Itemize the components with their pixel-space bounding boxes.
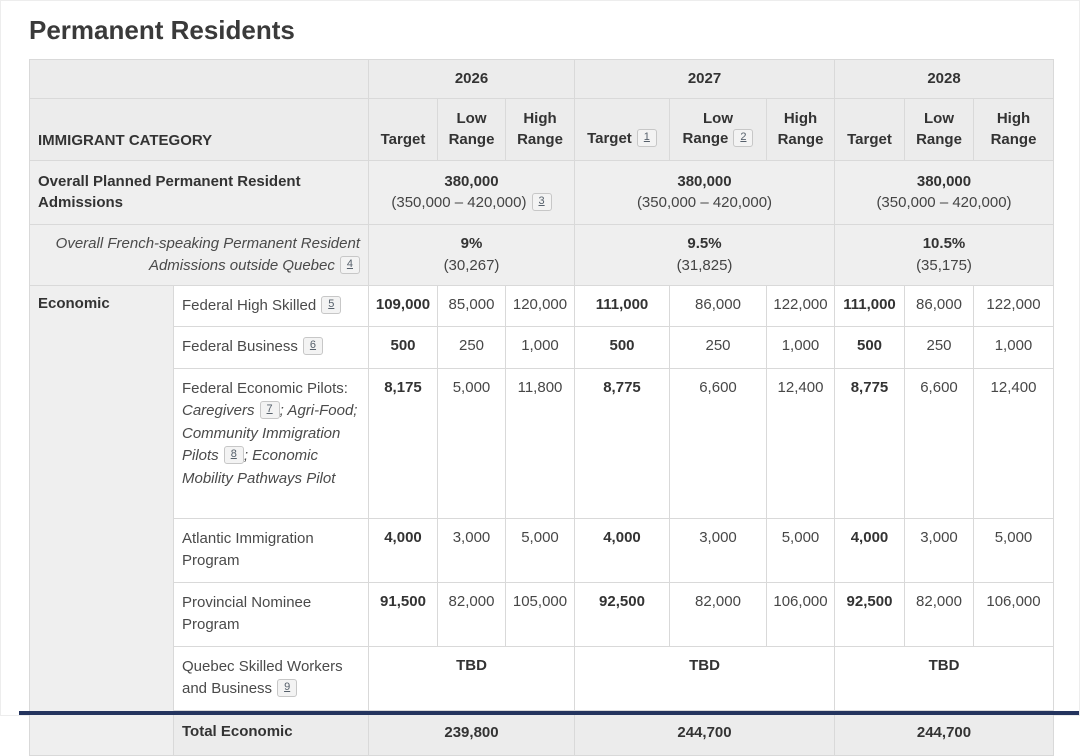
col-header-target-2026: Target <box>369 98 438 160</box>
value-cell: 92,500 <box>575 582 670 646</box>
federal-high-skilled-label: Federal High Skilled 5 <box>174 285 369 327</box>
col-header-low-2028: Low Range <box>905 98 974 160</box>
col-header-target-2027: Target 1 <box>575 98 670 160</box>
footnote-8-link[interactable]: 8 <box>224 446 244 464</box>
value-cell: 91,500 <box>369 582 438 646</box>
french-speaking-row <box>30 224 1054 285</box>
table-row-total-economic <box>30 710 1054 755</box>
value-cell: 86,000 <box>905 285 974 327</box>
table-row-federal-economic-pilots <box>30 368 1054 518</box>
table-row-quebec <box>30 646 1054 710</box>
value-cell: 250 <box>670 327 767 369</box>
french-2027-cell: 9.5% (31,825) <box>575 224 835 285</box>
footnote-3-link[interactable]: 3 <box>532 193 552 211</box>
col-header-low-2027: Low Range 2 <box>670 98 767 160</box>
federal-business-label: Federal Business 6 <box>174 327 369 369</box>
value-cell: 109,000 <box>369 285 438 327</box>
footnote-5-link[interactable]: 5 <box>321 296 341 314</box>
value-cell: 4,000 <box>835 518 905 582</box>
immigration-levels-table <box>29 59 1054 756</box>
table-row-pnp <box>30 582 1054 646</box>
value-cell: 106,000 <box>767 582 835 646</box>
value-cell: 82,000 <box>670 582 767 646</box>
value-cell: 122,000 <box>974 285 1054 327</box>
year-header-2026: 2026 <box>369 59 575 98</box>
overall-2027-cell: 380,000 (350,000 – 420,000) <box>575 160 835 224</box>
value-cell: 250 <box>905 327 974 369</box>
col-header-high-2027: High Range <box>767 98 835 160</box>
value-cell: 5,000 <box>506 518 575 582</box>
overall-admissions-label: Overall Planned Permanent Resident Admissions <box>30 160 369 224</box>
value-cell: 120,000 <box>506 285 575 327</box>
value-cell: 250 <box>438 327 506 369</box>
value-cell: 111,000 <box>575 285 670 327</box>
pnp-label: Provincial Nominee Program <box>174 582 369 646</box>
value-cell: 86,000 <box>670 285 767 327</box>
value-cell: 85,000 <box>438 285 506 327</box>
year-header-row <box>30 59 1054 98</box>
value-cell: 8,775 <box>575 368 670 518</box>
french-2026-cell: 9% (30,267) <box>369 224 575 285</box>
overall-2028-cell: 380,000 (350,000 – 420,000) <box>835 160 1054 224</box>
value-cell: 500 <box>575 327 670 369</box>
value-cell: 122,000 <box>767 285 835 327</box>
value-cell: 8,175 <box>369 368 438 518</box>
value-cell: 5,000 <box>438 368 506 518</box>
value-cell: 3,000 <box>438 518 506 582</box>
footnote-1-link[interactable]: 1 <box>637 129 657 147</box>
value-cell: 3,000 <box>905 518 974 582</box>
bottom-divider-bar <box>19 711 1079 715</box>
value-cell: 105,000 <box>506 582 575 646</box>
value-cell: 500 <box>835 327 905 369</box>
total-economic-label: Total Economic <box>174 710 369 755</box>
total-2028-cell: 244,700 <box>835 710 1054 755</box>
quebec-2027-tbd-cell: TBD <box>575 646 835 710</box>
federal-economic-pilots-label: Federal Economic Pilots: Caregivers 7 ; Agri-Food; Community Immigration Pilots 8 ; Economic Mobility Pathways Pilot <box>174 368 369 518</box>
value-cell: 3,000 <box>670 518 767 582</box>
value-cell: 11,800 <box>506 368 575 518</box>
overall-admissions-row <box>30 160 1054 224</box>
value-cell: 82,000 <box>905 582 974 646</box>
economic-group-label: Economic <box>30 285 174 755</box>
page-title: Permanent Residents <box>29 15 295 45</box>
year-header-2028: 2028 <box>835 59 1054 98</box>
col-header-high-2028: High Range <box>974 98 1054 160</box>
value-cell: 5,000 <box>974 518 1054 582</box>
value-cell: 500 <box>369 327 438 369</box>
atlantic-label: Atlantic Immigration Program <box>174 518 369 582</box>
footnote-7-link[interactable]: 7 <box>260 401 280 419</box>
value-cell: 12,400 <box>974 368 1054 518</box>
table-row-federal-business <box>30 327 1054 369</box>
year-header-2027: 2027 <box>575 59 835 98</box>
col-header-low-2026: Low Range <box>438 98 506 160</box>
value-cell: 1,000 <box>767 327 835 369</box>
quebec-2028-tbd-cell: TBD <box>835 646 1054 710</box>
french-speaking-label: Overall French-speaking Permanent Resident Admissions outside Quebec 4 <box>30 224 369 285</box>
value-cell: 1,000 <box>506 327 575 369</box>
value-cell: 82,000 <box>438 582 506 646</box>
header-spacer-cell <box>30 59 369 98</box>
value-cell: 4,000 <box>575 518 670 582</box>
value-cell: 5,000 <box>767 518 835 582</box>
footnote-6-link[interactable]: 6 <box>303 337 323 355</box>
total-2026-cell: 239,800 <box>369 710 575 755</box>
quebec-label: Quebec Skilled Workers and Business 9 <box>174 646 369 710</box>
footnote-9-link[interactable]: 9 <box>277 679 297 697</box>
col-header-target-2028: Target <box>835 98 905 160</box>
value-cell: 8,775 <box>835 368 905 518</box>
value-cell: 4,000 <box>369 518 438 582</box>
overall-2026-cell: 380,000 (350,000 – 420,000) 3 <box>369 160 575 224</box>
table-row-atlantic <box>30 518 1054 582</box>
category-column-header: IMMIGRANT CATEGORY <box>30 98 369 160</box>
col-header-high-2026: High Range <box>506 98 575 160</box>
value-cell: 106,000 <box>974 582 1054 646</box>
column-header-row <box>30 98 1054 160</box>
table-row-federal-high-skilled <box>30 285 1054 327</box>
value-cell: 6,600 <box>905 368 974 518</box>
value-cell: 111,000 <box>835 285 905 327</box>
french-2028-cell: 10.5% (35,175) <box>835 224 1054 285</box>
quebec-2026-tbd-cell: TBD <box>369 646 575 710</box>
value-cell: 12,400 <box>767 368 835 518</box>
value-cell: 1,000 <box>974 327 1054 369</box>
value-cell: 6,600 <box>670 368 767 518</box>
value-cell: 92,500 <box>835 582 905 646</box>
footnote-2-link[interactable]: 2 <box>733 129 753 147</box>
total-2027-cell: 244,700 <box>575 710 835 755</box>
footnote-4-link[interactable]: 4 <box>340 256 360 274</box>
